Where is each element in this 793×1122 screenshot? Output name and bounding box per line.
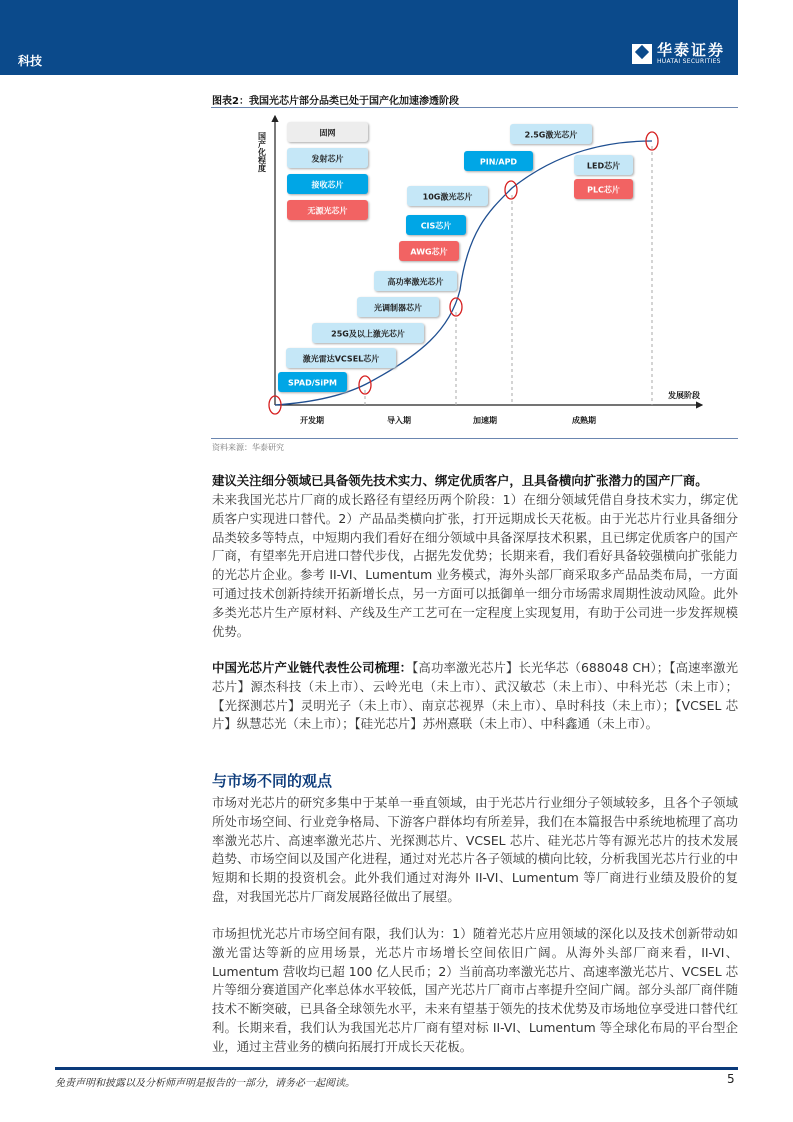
y-axis-label: 国产化程度: [257, 132, 267, 172]
category-box-label: SPAD/SiPM: [288, 378, 337, 388]
paragraph-heading: 建议关注细分领域已具备领先技术实力、绑定优质客户，且具备横向扩张潜力的国产厂商。: [212, 473, 708, 488]
sector-label: 科技: [18, 54, 43, 68]
category-box-label: 高功率激光芯片: [387, 277, 444, 287]
category-box-label: PLC芯片: [587, 185, 620, 195]
figure-diagram: [0, 0, 793, 470]
category-box-label: AWG芯片: [410, 247, 448, 257]
footer-disclaimer: 免责声明和披露以及分析师声明是报告的一部分，请务必一起阅读。: [55, 1078, 355, 1089]
category-box-label: 10G激光芯片: [422, 192, 473, 202]
figure-title: 图表2：我国光芯片部分品类已处于国产化加速渗透阶段: [212, 96, 459, 107]
logo-cn: 华泰证券: [657, 41, 726, 59]
paragraph-companies: [212, 659, 738, 734]
section-title: 与市场不同的观点: [212, 772, 333, 790]
paragraph: 未来我国光芯片厂商的成长路径有望经历两个阶段：1）在细分领域凭借自身技术实力，绑定优质客户实现进口替代。2）产品品类横向扩张，打开远期成长天花板。由于光芯片行业具备细分品类较多等特点，中短期内我们看好在细分领域中具备深厚技术积累，且已绑定优质客户的国产厂商，有望率先开启进口替代步伐，占据先发优势；长期来看，我们看好具备较强横向扩张能力的光芯片企业。参考 II-VI、Lumentum 业务模式，海外头部厂商采取多产品品类布局，一方面可通过技术创新持续开拓新增长点，另一方面可以抵御单一细分市场需求周期性波动风险。此外多类光芯片生产原材料、产线及生产工艺可在一定程度上实现复用，有助于公司进一步发挥规模优势。: [212, 492, 738, 639]
stage-label: 加速期: [473, 416, 497, 425]
paragraph: 市场担忧光芯片市场空间有限，我们认为：1）随着光芯片应用领域的深化以及技术创新带动如激光雷达等新的应用场景，光芯片市场增长空间依旧广阔。从海外头部厂商来看，II-VI、Lumentum 营收均已超 100 亿人民币；2）当前高功率激光芯片、高速率激光芯片、VCSEL 芯片等细分赛道国产化率总体水平较低，国产光芯片厂商市占率提升空间广阔。部分头部厂商伴随技术不断突破，已具备全球领先水平，未来有望基于领先的技术优势及市场地位享受进口替代红利。长期来看，我们认为我国光芯片厂商有望对标 II-VI、Lumentum 等全球化布局的平台型企业，通过主营业务的横向拓展打开成长天花板。: [212, 926, 738, 1054]
figure-bottom-rule: [211, 438, 738, 439]
stage-label: 导入期: [387, 416, 411, 425]
stage-label: 成熟期: [572, 416, 596, 425]
category-box-label: PIN/APD: [479, 157, 518, 167]
companies-list: 【高功率激光芯片】长光华芯（688048 CH）；【高速率激光芯片】源杰科技（未上市）、云岭光电（未上市）、武汉敏芯（未上市）、中科光芯（未上市）；【光探测芯片】灵明光子（未上市）、南京芯视界（未上市）、阜时科技（未上市）；【VCSEL 芯片】纵慧芯光（未上市）；【硅光芯片】苏州熹联（未上市）、中科鑫通（未上市）。: [212, 660, 739, 732]
category-box-label: CIS芯片: [420, 221, 452, 231]
footer-rule: [55, 1067, 738, 1070]
stage-label: 开发期: [300, 416, 324, 425]
page-number: 5: [727, 1072, 735, 1086]
paragraph: 市场对光芯片的研究多集中于某单一垂直领域，由于光芯片行业细分子领域较多，且各个子领域所处市场空间、行业竞争格局、下游客户群体均有所差异，我们在本篇报告中系统地梳理了高功率激光芯片、高速率激光芯片、光探测芯片、VCSEL 芯片、硅光芯片等有源光芯片的技术发展趋势、市场空间以及国产化进程，通过对光芯片各子领域的横向比较，分析我国光芯片行业的中短期和长期的投资机会。此外我们通过对海外 II-VI、Lumentum 等厂商进行业绩及股价的复盘，对我国光芯片厂商发展路径做出了展望。: [212, 795, 738, 904]
category-box-label: 激光雷达VCSEL芯片: [302, 354, 380, 364]
logo-en: HUATAI SECURITIES: [657, 58, 721, 65]
category-box-label: 发射芯片: [311, 154, 344, 164]
category-box-label: 无源光芯片: [307, 206, 348, 216]
category-box-label: 2.5G激光芯片: [524, 130, 578, 140]
x-axis-label: 发展阶段: [668, 391, 700, 400]
category-box-label: 固网: [319, 128, 336, 138]
category-box-label: 接收芯片: [311, 180, 344, 190]
figure-source: 资料来源：华泰研究: [212, 443, 284, 452]
companies-lead: 中国光芯片产业链代表性公司梳理：: [212, 660, 413, 675]
category-box-label: 光调制器芯片: [374, 303, 422, 313]
category-box-label: LED芯片: [586, 161, 621, 171]
category-box-label: 25G及以上激光芯片: [331, 329, 405, 339]
